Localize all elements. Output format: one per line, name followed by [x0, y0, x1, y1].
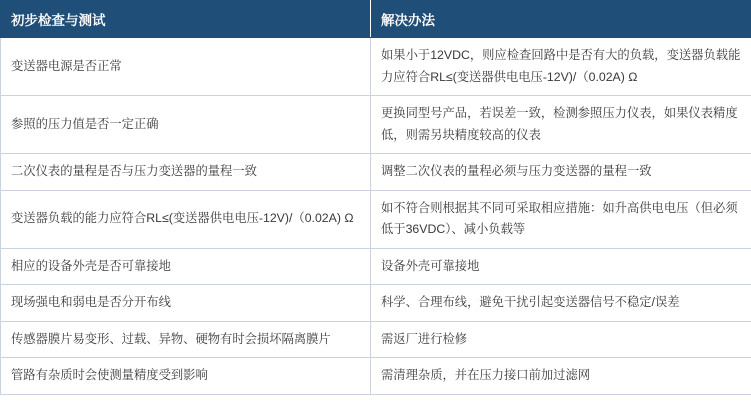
table-row: [1, 190, 751, 248]
cell-solution: 调整二次仪表的量程必须与压力变送器的量程一致: [371, 154, 751, 191]
cell-check: 现场强电和弱电是否分开布线: [1, 285, 371, 322]
table-row: [1, 96, 751, 154]
table-row: [1, 248, 751, 285]
table-row: [1, 285, 751, 322]
cell-check: 传感器膜片易变形、过载、异物、硬物有时会损坏隔离膜片: [1, 321, 371, 358]
cell-check: 参照的压力值是否一定正确: [1, 96, 371, 154]
table-header-row: [1, 1, 751, 38]
column-header-check: 初步检查与测试: [1, 1, 371, 38]
cell-solution: 需返厂进行检修: [371, 321, 751, 358]
cell-check: 二次仪表的量程是否与压力变送器的量程一致: [1, 154, 371, 191]
cell-solution: 如不符合则根据其不同可采取相应措施：如升高供电电压（但必须低于36VDC）、减小负载等: [371, 190, 751, 248]
cell-solution: 如果小于12VDC，则应检查回路中是否有大的负载，变送器负载能力应符合RL≤(变送器供电电压-12V)/（0.02A) Ω: [371, 38, 751, 96]
cell-check: 相应的设备外壳是否可靠接地: [1, 248, 371, 285]
cell-check: 管路有杂质时会使测量精度受到影响: [1, 358, 371, 395]
column-header-solution: 解决办法: [371, 1, 751, 38]
cell-solution: 更换同型号产品，若误差一致，检测参照压力仪表，如果仪表精度低，则需另块精度较高的仪表: [371, 96, 751, 154]
cell-check: 变送器负载的能力应符合RL≤(变送器供电电压-12V)/（0.02A) Ω: [1, 190, 371, 248]
cell-check: 变送器电源是否正常: [1, 38, 371, 96]
table-row: [1, 38, 751, 96]
table-body: [1, 38, 751, 395]
cell-solution: 设备外壳可靠接地: [371, 248, 751, 285]
cell-solution: 科学、合理布线，避免干扰引起变送器信号不稳定/误差: [371, 285, 751, 322]
table-header: [1, 1, 751, 38]
table-row: [1, 358, 751, 395]
cell-solution: 需清理杂质，并在压力接口前加过滤网: [371, 358, 751, 395]
table-row: [1, 154, 751, 191]
table-row: [1, 321, 751, 358]
